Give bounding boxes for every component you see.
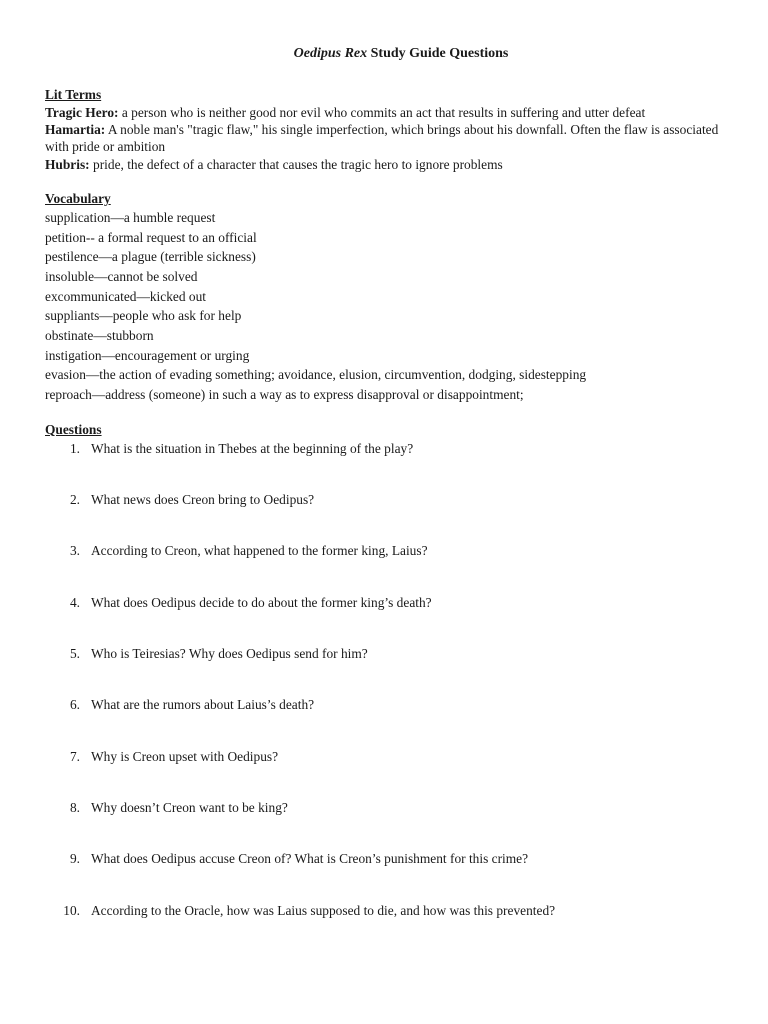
title-rest: Study Guide Questions: [367, 46, 509, 61]
question-item: [45, 593, 735, 644]
questions-heading: Questions: [45, 421, 102, 437]
lit-terms-section: [45, 86, 735, 173]
lit-term-name: Tragic Hero:: [45, 105, 119, 120]
question-number: 8.: [69, 799, 80, 815]
question-number: 7.: [69, 748, 80, 764]
vocab-item: reproach—address (someone) in such a way as to express disapproval or disappointment;: [45, 387, 524, 403]
question-item: [45, 541, 735, 592]
page-title: [45, 44, 735, 64]
question-item: [45, 747, 735, 798]
lit-term-hamartia: [45, 121, 735, 155]
lit-term-definition: pride, the defect of a character that causes the tragic hero to ignore problems: [89, 156, 503, 172]
question-number: 5.: [69, 646, 80, 662]
vocab-item: suppliants—people who ask for help: [45, 308, 242, 324]
question-text: What does Oedipus decide to do about the former king’s death?: [91, 594, 432, 610]
vocabulary-section: [45, 190, 735, 405]
question-item: [45, 849, 735, 900]
question-number: 4.: [69, 594, 80, 610]
vocab-item: excommunicated—kicked out: [45, 288, 207, 304]
question-number: 1.: [69, 440, 80, 456]
vocab-item: obstinate—stubborn: [45, 328, 154, 344]
question-item: [45, 490, 735, 541]
question-text: What are the rumors about Laius’s death?: [91, 697, 315, 713]
question-number: 9.: [69, 851, 80, 867]
question-text: What news does Creon bring to Oedipus?: [91, 492, 315, 508]
lit-term-hubris: [45, 156, 735, 173]
lit-terms-heading: Lit Terms: [45, 87, 102, 102]
question-text: Who is Teiresias? Why does Oedipus send for him?: [91, 646, 368, 662]
question-text: What does Oedipus accuse Creon of? What is Creon’s punishment for this crime?: [91, 851, 529, 867]
vocabulary-list: [45, 208, 735, 405]
question-item: [45, 644, 735, 695]
question-text: Why is Creon upset with Oedipus?: [91, 748, 279, 764]
vocab-item: pestilence—a plague (terrible sickness): [45, 249, 256, 265]
question-text: According to the Oracle, how was Laius supposed to die, and how was this prevented?: [91, 902, 556, 918]
questions-list: [45, 439, 735, 952]
question-item: [45, 901, 735, 952]
vocab-item: insoluble—cannot be solved: [45, 268, 198, 284]
question-number: 3.: [69, 543, 80, 559]
question-item: [45, 439, 735, 490]
title-play-name: Oedipus Rex: [293, 46, 368, 61]
question-text: Why doesn’t Creon want to be king?: [91, 799, 288, 815]
lit-term-name: Hamartia:: [45, 122, 106, 138]
question-number: 6.: [69, 697, 80, 713]
lit-term-name: Hubris:: [45, 156, 90, 172]
vocabulary-heading: Vocabulary: [45, 190, 111, 206]
lit-term-tragic-hero: [45, 104, 735, 121]
vocab-item: evasion—the action of evading something; avoidance, elusion, circumvention, dodging, sidestepping: [45, 367, 587, 383]
vocab-item: instigation—encouragement or urging: [45, 347, 250, 363]
vocab-item: petition-- a formal request to an official: [45, 229, 257, 245]
question-item: [45, 695, 735, 746]
question-number: 10.: [63, 902, 80, 918]
questions-section: [45, 421, 735, 952]
lit-term-definition: a person who is neither good nor evil who commits an act that results in suffering and utter defeat: [118, 105, 646, 120]
document-page: [45, 44, 735, 952]
question-text: What is the situation in Thebes at the beginning of the play?: [91, 440, 414, 456]
question-number: 2.: [69, 492, 80, 508]
vocab-item: supplication—a humble request: [45, 209, 216, 225]
question-item: [45, 798, 735, 849]
question-text: According to Creon, what happened to the former king, Laius?: [91, 543, 428, 559]
lit-term-definition: A noble man's "tragic flaw," his single imperfection, which brings about his downfall. Often the flaw is associated with pride or ambition: [45, 122, 719, 155]
